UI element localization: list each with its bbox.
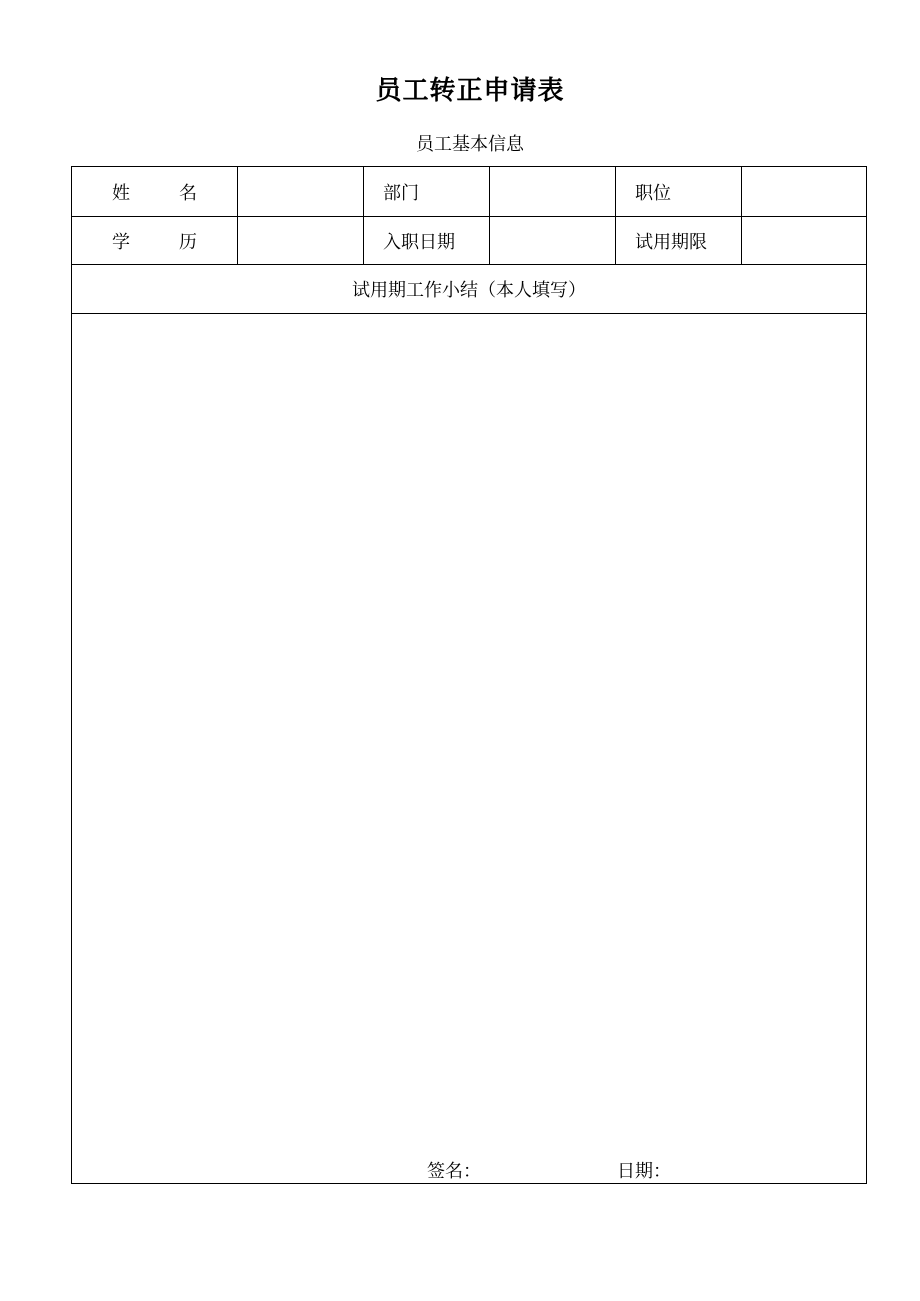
name-field[interactable]: [238, 167, 364, 216]
summary-text-area[interactable]: [72, 314, 866, 1183]
department-field[interactable]: [490, 167, 616, 216]
section-title: 员工基本信息: [416, 134, 524, 155]
education-label-cell: [72, 217, 238, 264]
position-label: 职位: [616, 167, 742, 216]
education-label-char-1: 学: [112, 231, 130, 253]
form-title: 员工转正申请表: [375, 76, 565, 106]
name-label-char-2: 名: [179, 182, 197, 204]
probation-period-label: 试用期限: [616, 217, 742, 264]
name-label-char-1: 姓: [112, 182, 130, 204]
signature-label: 签名：: [427, 1161, 481, 1182]
table-row-education-hire-probation: [72, 217, 866, 265]
hire-date-field[interactable]: [490, 217, 616, 264]
hire-date-label: 入职日期: [364, 217, 490, 264]
summary-header-row: [72, 265, 866, 314]
name-label-cell: [72, 167, 238, 216]
education-label-char-2: 历: [179, 231, 197, 253]
probation-form-table: [71, 166, 867, 1184]
probation-period-field[interactable]: [742, 217, 866, 264]
date-label: 日期：: [617, 1161, 671, 1182]
table-row-name-dept-position: [72, 167, 866, 217]
position-field[interactable]: [742, 167, 866, 216]
summary-header: 试用期工作小结（本人填写）: [352, 280, 586, 301]
department-label: 部门: [364, 167, 490, 216]
education-field[interactable]: [238, 217, 364, 264]
